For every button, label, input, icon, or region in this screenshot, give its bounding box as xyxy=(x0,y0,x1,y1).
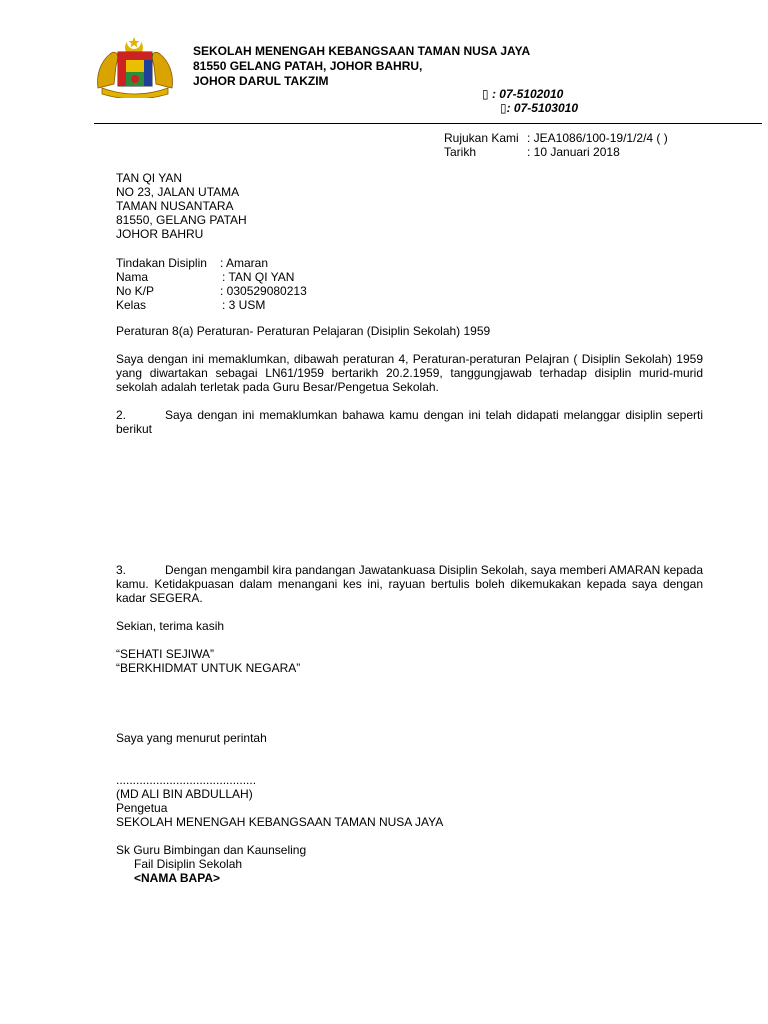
regulation-title: Peraturan 8(a) Peraturan- Peraturan Pelajaran (Disiplin Sekolah) 1959 xyxy=(116,324,491,338)
detail-label: Tindakan Disiplin xyxy=(116,256,207,270)
copy-line: <NAMA BAPA> xyxy=(134,871,221,885)
recipient-line: TAN QI YAN xyxy=(116,171,183,185)
paragraph-number: 2. xyxy=(116,408,127,422)
paragraph-1: Saya dengan ini memaklumkan, dibawah peraturan 4, Peraturan-peraturan Pelajran ( Disiplin Sekolah) 1959 yang diwartakan sebagai LN61/1959 bertarikh 20.2.1959, tanggungjawab terhadap disiplin murid-murid sekolah adalah terletak pada Guru Besar/Pengetua Sekolah. xyxy=(116,352,703,394)
copy-line: Fail Disiplin Sekolah xyxy=(134,857,243,871)
address-line-1: 81550 GELANG PATAH, JOHOR BAHRU, xyxy=(193,59,423,73)
recipient-line: JOHOR BAHRU xyxy=(116,227,204,241)
rujukan-label: Rujukan Kami xyxy=(444,131,519,145)
detail-value: : 030529080213 xyxy=(220,284,307,298)
closing-thanks: Sekian, terima kasih xyxy=(116,619,225,633)
detail-value: : TAN QI YAN xyxy=(222,270,295,284)
detail-label: Nama xyxy=(116,270,149,284)
detail-label: No K/P xyxy=(116,284,155,298)
school-name: SEKOLAH MENENGAH KEBANGSAAN TAMAN NUSA JAYA xyxy=(193,44,531,58)
phone-number-1: ▯ : 07-5102010 xyxy=(482,87,564,101)
phone-number-2: ▯: 07-5103010 xyxy=(500,101,578,115)
coat-of-arms-icon xyxy=(94,36,176,98)
signatory-school: SEKOLAH MENENGAH KEBANGSAAN TAMAN NUSA JAYA xyxy=(116,815,444,829)
obedient-line: Saya yang menurut perintah xyxy=(116,731,267,745)
tarikh-value: : 10 Januari 2018 xyxy=(527,145,620,159)
tarikh-label: Tarikh xyxy=(444,145,477,159)
detail-value: : Amaran xyxy=(220,256,269,270)
header-divider xyxy=(94,123,762,124)
signature-line: .......................................... xyxy=(116,773,257,787)
detail-label: Kelas xyxy=(116,298,147,312)
signatory-title: Pengetua xyxy=(116,801,168,815)
recipient-line: TAMAN NUSANTARA xyxy=(116,199,234,213)
paragraph-number: 3. xyxy=(116,563,127,577)
address-line-2: JOHOR DARUL TAKZIM xyxy=(193,74,329,88)
paragraph-3-text: Dengan mengambil kira pandangan Jawatankuasa Disiplin Sekolah, saya memberi AMARAN kepada kamu. Ketidakpuasan dalam menangani kes ini, rayuan bertulis boleh dikemukakan kepada saya dengan kadar SEGERA. xyxy=(116,563,703,605)
motto-2: “BERKHIDMAT UNTUK NEGARA” xyxy=(116,661,301,675)
motto-1: “SEHATI SEJIWA” xyxy=(116,647,215,661)
recipient-line: 81550, GELANG PATAH xyxy=(116,213,247,227)
recipient-line: NO 23, JALAN UTAMA xyxy=(116,185,240,199)
paragraph-3 xyxy=(116,563,703,605)
paragraph-2-text: Saya dengan ini memaklumkan bahawa kamu dengan ini telah didapati melanggar disiplin seperti berikut xyxy=(116,408,703,436)
detail-value: : 3 USM xyxy=(222,298,266,312)
paragraph-2 xyxy=(116,408,703,436)
signatory-name: (MD ALI BIN ABDULLAH) xyxy=(116,787,253,801)
rujukan-value: : JEA1086/100-19/1/2/4 ( ) xyxy=(527,131,668,145)
copy-line: Sk Guru Bimbingan dan Kaunseling xyxy=(116,843,307,857)
